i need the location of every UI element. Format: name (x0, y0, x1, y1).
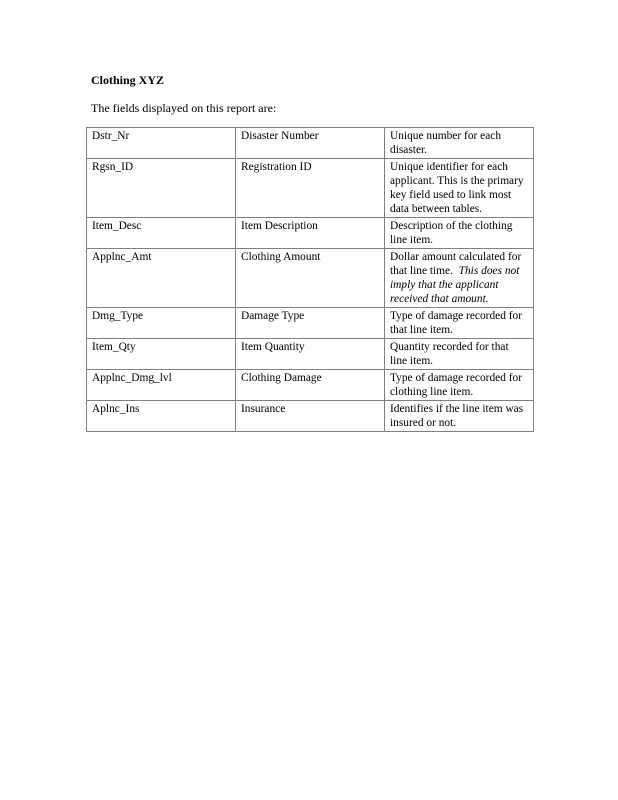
table-row (87, 249, 534, 308)
description-text: Quantity recorded for that line item. (390, 341, 509, 367)
table-row (87, 128, 534, 159)
field-description-cell (385, 159, 534, 218)
field-name-cell: Damage Type (236, 308, 385, 339)
field-code-cell: Rgsn_ID (87, 159, 236, 218)
field-name-cell: Registration ID (236, 159, 385, 218)
field-name-cell: Disaster Number (236, 128, 385, 159)
field-code-cell: Item_Qty (87, 339, 236, 370)
field-name-cell: Item Quantity (236, 339, 385, 370)
description-text: Description of the clothing line item. (390, 220, 513, 246)
field-description-cell (385, 370, 534, 401)
table-row (87, 339, 534, 370)
field-description-cell (385, 249, 534, 308)
field-description-cell (385, 308, 534, 339)
field-description-cell (385, 218, 534, 249)
intro-text: The fields displayed on this report are: (91, 101, 277, 115)
description-text: Type of damage recorded for that line item. (390, 310, 523, 336)
field-code-cell: Aplnc_Ins (87, 401, 236, 432)
description-text: Unique identifier for each applicant. This is the primary key field used to link most data between tables. (390, 161, 524, 215)
description-text: Type of damage recorded for clothing line item. (390, 372, 523, 398)
description-text: Unique number for each disaster. (390, 130, 502, 156)
table-row (87, 401, 534, 432)
field-description-cell (385, 401, 534, 432)
field-code-cell: Dstr_Nr (87, 128, 236, 159)
fields-table (86, 127, 534, 432)
field-code-cell: Item_Desc (87, 218, 236, 249)
description-text: Identifies if the line item was insured or not. (390, 403, 524, 429)
field-description-cell (385, 128, 534, 159)
field-name-cell: Clothing Amount (236, 249, 385, 308)
field-code-cell: Applnc_Amt (87, 249, 236, 308)
field-name-cell: Clothing Damage (236, 370, 385, 401)
table-row (87, 159, 534, 218)
table-row (87, 370, 534, 401)
document-title: Clothing XYZ (91, 73, 165, 87)
field-name-cell: Item Description (236, 218, 385, 249)
field-name-cell: Insurance (236, 401, 385, 432)
field-description-cell (385, 339, 534, 370)
description-note: This does not imply that the applicant received that amount. (390, 265, 520, 305)
table-row (87, 218, 534, 249)
description-text: Dollar amount calculated for that line time. (390, 251, 522, 277)
field-code-cell: Applnc_Dmg_lvl (87, 370, 236, 401)
field-code-cell: Dmg_Type (87, 308, 236, 339)
table-row (87, 308, 534, 339)
